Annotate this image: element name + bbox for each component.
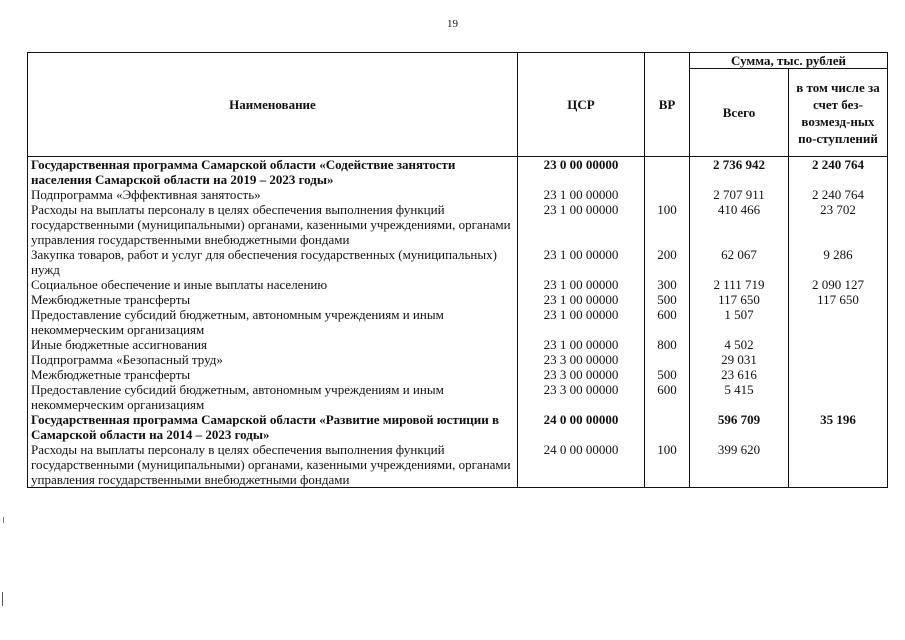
row-free: 23 702	[789, 202, 888, 247]
row-csr: 23 1 00 00000	[518, 307, 645, 337]
row-name: Социальное обеспечение и иные выплаты населению	[28, 277, 518, 292]
row-csr: 23 1 00 00000	[518, 277, 645, 292]
row-csr: 23 1 00 00000	[518, 292, 645, 307]
row-free	[789, 382, 888, 412]
row-total: 117 650	[690, 292, 789, 307]
row-total: 596 709	[690, 412, 789, 442]
row-name: Государственная программа Самарской области «Содействие занятости населения Самарской области на 2019 – 2023 годы»	[28, 157, 518, 188]
row-total: 2 736 942	[690, 157, 789, 188]
row-free	[789, 307, 888, 337]
table-row	[28, 442, 888, 488]
row-name: Предоставление субсидий бюджетным, автономным учреждениям и иным некоммерческим организациям	[28, 307, 518, 337]
row-vr: 500	[645, 292, 690, 307]
row-vr: 500	[645, 367, 690, 382]
row-free: 2 240 764	[789, 157, 888, 188]
row-csr: 23 3 00 00000	[518, 352, 645, 367]
table-row	[28, 292, 888, 307]
row-free	[789, 352, 888, 367]
scan-artifact-mark	[2, 592, 3, 606]
row-free: 35 196	[789, 412, 888, 442]
row-total: 5 415	[690, 382, 789, 412]
header-csr: ЦСР	[518, 53, 645, 157]
row-free	[789, 442, 888, 488]
row-vr: 600	[645, 307, 690, 337]
row-vr: 800	[645, 337, 690, 352]
row-total: 2 111 719	[690, 277, 789, 292]
row-name: Иные бюджетные ассигнования	[28, 337, 518, 352]
row-vr	[645, 412, 690, 442]
row-csr: 23 1 00 00000	[518, 337, 645, 352]
row-free	[789, 337, 888, 352]
table-row	[28, 337, 888, 352]
table-row	[28, 202, 888, 247]
row-vr: 100	[645, 202, 690, 247]
header-vr: ВР	[645, 53, 690, 157]
row-name: Подпрограмма «Эффективная занятость»	[28, 187, 518, 202]
row-free: 2 240 764	[789, 187, 888, 202]
row-name: Предоставление субсидий бюджетным, автономным учреждениям и иным некоммерческим организациям	[28, 382, 518, 412]
row-name: Расходы на выплаты персоналу в целях обеспечения выполнения функций государственными (муниципальными) органами, казенными учреждениями, органами управления государственными внебюджетными фондами	[28, 442, 518, 488]
table-row	[28, 157, 888, 188]
row-free: 2 090 127	[789, 277, 888, 292]
table-row	[28, 307, 888, 337]
row-name: Межбюджетные трансферты	[28, 292, 518, 307]
header-sum: Сумма, тыс. рублей	[690, 53, 888, 69]
row-free	[789, 367, 888, 382]
page-number: 19	[447, 18, 458, 30]
row-vr	[645, 352, 690, 367]
table-row	[28, 187, 888, 202]
row-vr	[645, 187, 690, 202]
row-vr: 600	[645, 382, 690, 412]
header-free-receipts: в том числе за счет без-возмезд-ных по-ступлений	[789, 69, 888, 157]
row-vr: 200	[645, 247, 690, 277]
row-vr	[645, 157, 690, 188]
table-row	[28, 247, 888, 277]
table-row	[28, 412, 888, 442]
row-total: 1 507	[690, 307, 789, 337]
budget-table	[27, 52, 888, 488]
table-row	[28, 367, 888, 382]
row-vr: 100	[645, 442, 690, 488]
row-total: 29 031	[690, 352, 789, 367]
row-total: 2 707 911	[690, 187, 789, 202]
header-name: Наименование	[28, 53, 518, 157]
scan-artifact-mark	[3, 517, 4, 523]
row-name: Межбюджетные трансферты	[28, 367, 518, 382]
row-vr: 300	[645, 277, 690, 292]
row-free: 117 650	[789, 292, 888, 307]
row-name: Расходы на выплаты персоналу в целях обеспечения выполнения функций государственными (муниципальными) органами, казенными учреждениями, органами управления государственными внебюджетными фондами	[28, 202, 518, 247]
row-total: 410 466	[690, 202, 789, 247]
row-csr: 23 3 00 00000	[518, 367, 645, 382]
table-row	[28, 352, 888, 367]
row-csr: 23 1 00 00000	[518, 247, 645, 277]
row-csr: 23 0 00 00000	[518, 157, 645, 188]
row-total: 62 067	[690, 247, 789, 277]
row-csr: 23 1 00 00000	[518, 187, 645, 202]
row-csr: 24 0 00 00000	[518, 442, 645, 488]
row-csr: 24 0 00 00000	[518, 412, 645, 442]
row-total: 23 616	[690, 367, 789, 382]
table-row	[28, 277, 888, 292]
row-total: 4 502	[690, 337, 789, 352]
table-row	[28, 382, 888, 412]
row-free: 9 286	[789, 247, 888, 277]
row-name: Закупка товаров, работ и услуг для обеспечения государственных (муниципальных) нужд	[28, 247, 518, 277]
row-name: Государственная программа Самарской области «Развитие мировой юстиции в Самарской области на 2014 – 2023 годы»	[28, 412, 518, 442]
row-csr: 23 3 00 00000	[518, 382, 645, 412]
header-total: Всего	[690, 69, 789, 157]
row-csr: 23 1 00 00000	[518, 202, 645, 247]
row-name: Подпрограмма «Безопасный труд»	[28, 352, 518, 367]
row-total: 399 620	[690, 442, 789, 488]
